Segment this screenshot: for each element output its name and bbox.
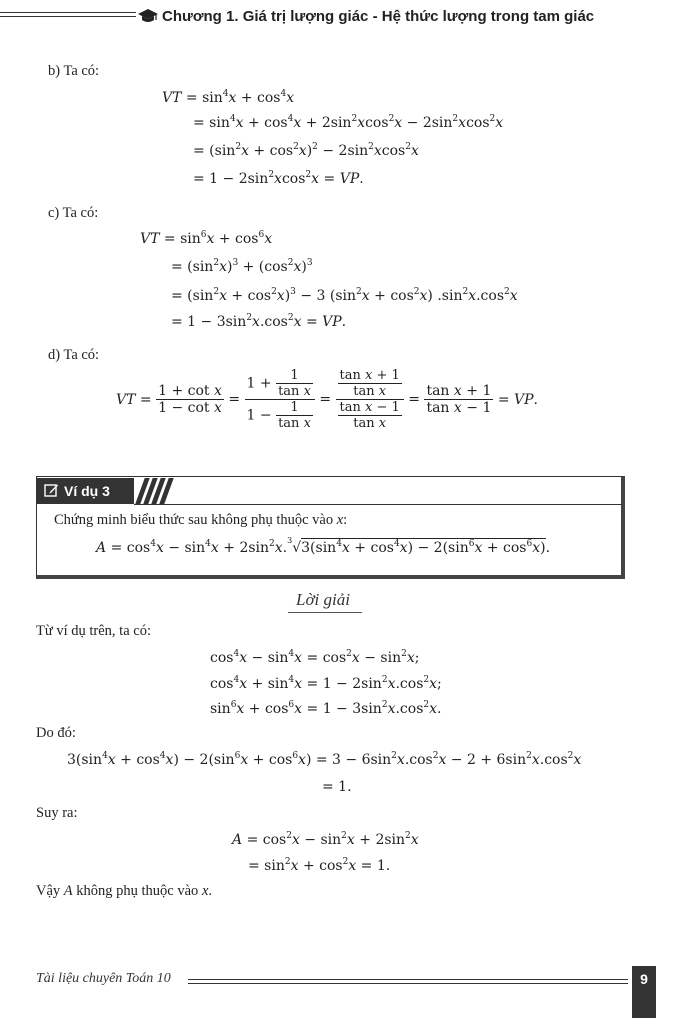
graduation-cap-icon [138, 9, 158, 23]
part-d-label: d) Ta có: [48, 347, 100, 363]
header-rule-bottom [0, 16, 136, 17]
identity-2: $\cos^4x + \sin^4x = 1 - 2\sin^2x.\cos^2x$; [210, 675, 442, 692]
result-line-2: = $\sin^2x + \cos^2x = 1$. [248, 857, 391, 874]
chapter-title: Chương 1. Giá trị lượng giác - Hệ thức lượng trong tam giác [162, 8, 595, 25]
edit-icon [44, 483, 59, 498]
part-c-line-4: = $1 - 3\sin^2x.\cos^2x$ = VP. [171, 313, 347, 330]
calc-line-1: $3(\sin^4x + \cos^4x) - 2(\sin^6x + \cos^6x) = 3 - 6\sin^2x.\cos^2x - 2 + 6\sin^2x.\cos^2x$ [67, 751, 582, 768]
footer-rule-1 [188, 979, 628, 980]
example-statement: Chứng minh biểu thức sau không phụ thuộc vào x: [54, 512, 348, 528]
part-d-equation: VT = $\frac{\text{1 + cot x}}{\text{1 − cot x}}$ = 1 + $\frac{1}{\text{tan x}}$ 1 − $\frac{1}{\text{tan x}}$ = $\frac{\frac{\text{tan x + 1}}{\text{tan x}}}{\frac{\text{tan x − 1}}{\text{tan x}}}$ = $\frac{\text{tan x + 1}}{\text{tan x − 1}}$ = VP. [116, 368, 538, 431]
suy-ra-label: Suy ra: [36, 805, 78, 821]
identity-1: $\cos^4x - \sin^4x = \cos^2x - \sin^2x$; [210, 649, 420, 666]
example-formula: $A = \cos^4x - \sin^4x + 2\sin^2x.^3√3(\sin^4x + \cos^4x) - 2(\sin^6x + \cos^6x)$. [96, 536, 551, 556]
part-c-line-1: VT = $\sin^6x + \cos^6x$ [140, 230, 273, 247]
part-c-label: c) Ta có: [48, 205, 99, 221]
example-tag: Ví dụ 3 [36, 478, 134, 504]
frac-cot: $\frac{\text{1 + cot x}}{\text{1 − cot x}}$ [158, 383, 222, 416]
header-rule-top [0, 12, 136, 13]
result-line-1: $A = \cos^2x - \sin^2x + 2\sin^2x$ [232, 831, 419, 848]
frac-tan-3: $\frac{\text{tan x + 1}}{\text{tan x − 1}}$ [426, 383, 492, 416]
part-b-line-4: = $1 - 2\sin^2xcos^2x$ = VP. [193, 170, 364, 187]
example-separator [134, 504, 622, 505]
part-b-line-3: = $(\sin^2x + \cos^2x)^2 - 2\sin^2xcos^2x$ [193, 142, 419, 159]
frac-tan-1: 1 + $\frac{1}{\text{tan x}}$ 1 − $\frac{1}{\text{tan x}}$ [245, 368, 315, 431]
do-do-label: Do đó: [36, 725, 76, 741]
page-number: 9 [632, 966, 656, 1018]
footer-book-title: Tài liệu chuyên Toán 10 [36, 971, 171, 986]
part-c-line-3: = $(\sin^2x + \cos^2x)^3 - 3$ $(\sin^2x + \cos^2x)$ $.\sin^2x.\cos^2x$ [171, 287, 518, 304]
part-b-label: b) Ta có: [48, 63, 100, 79]
calc-line-2: = 1. [322, 779, 352, 795]
identity-3: $\sin^6x + \cos^6x = 1 - 3\sin^2x.\cos^2x$. [210, 700, 442, 717]
solution-intro: Từ ví dụ trên, ta có: [36, 623, 151, 639]
solution-heading-underline [288, 612, 362, 613]
solution-heading: Lời giải [296, 590, 350, 609]
footer-rule-2 [188, 983, 628, 984]
conclusion: Vậy A không phụ thuộc vào x. [36, 883, 212, 899]
part-b-line-2: = $\sin^4x + \cos^4x + 2\sin^2xcos^2x - 2\sin^2xcos^2x$ [193, 114, 504, 131]
frac-tan-2: $\frac{\frac{\text{tan x + 1}}{\text{tan x}}}{\frac{\text{tan x − 1}}{\text{tan x}}}$ [336, 368, 404, 431]
part-c-line-2: = $(\sin^2x)^3 + (\cos^2x)^3$ [171, 258, 313, 275]
part-b-line-1: VT = $\sin^4x + \cos^4x$ [162, 89, 295, 106]
